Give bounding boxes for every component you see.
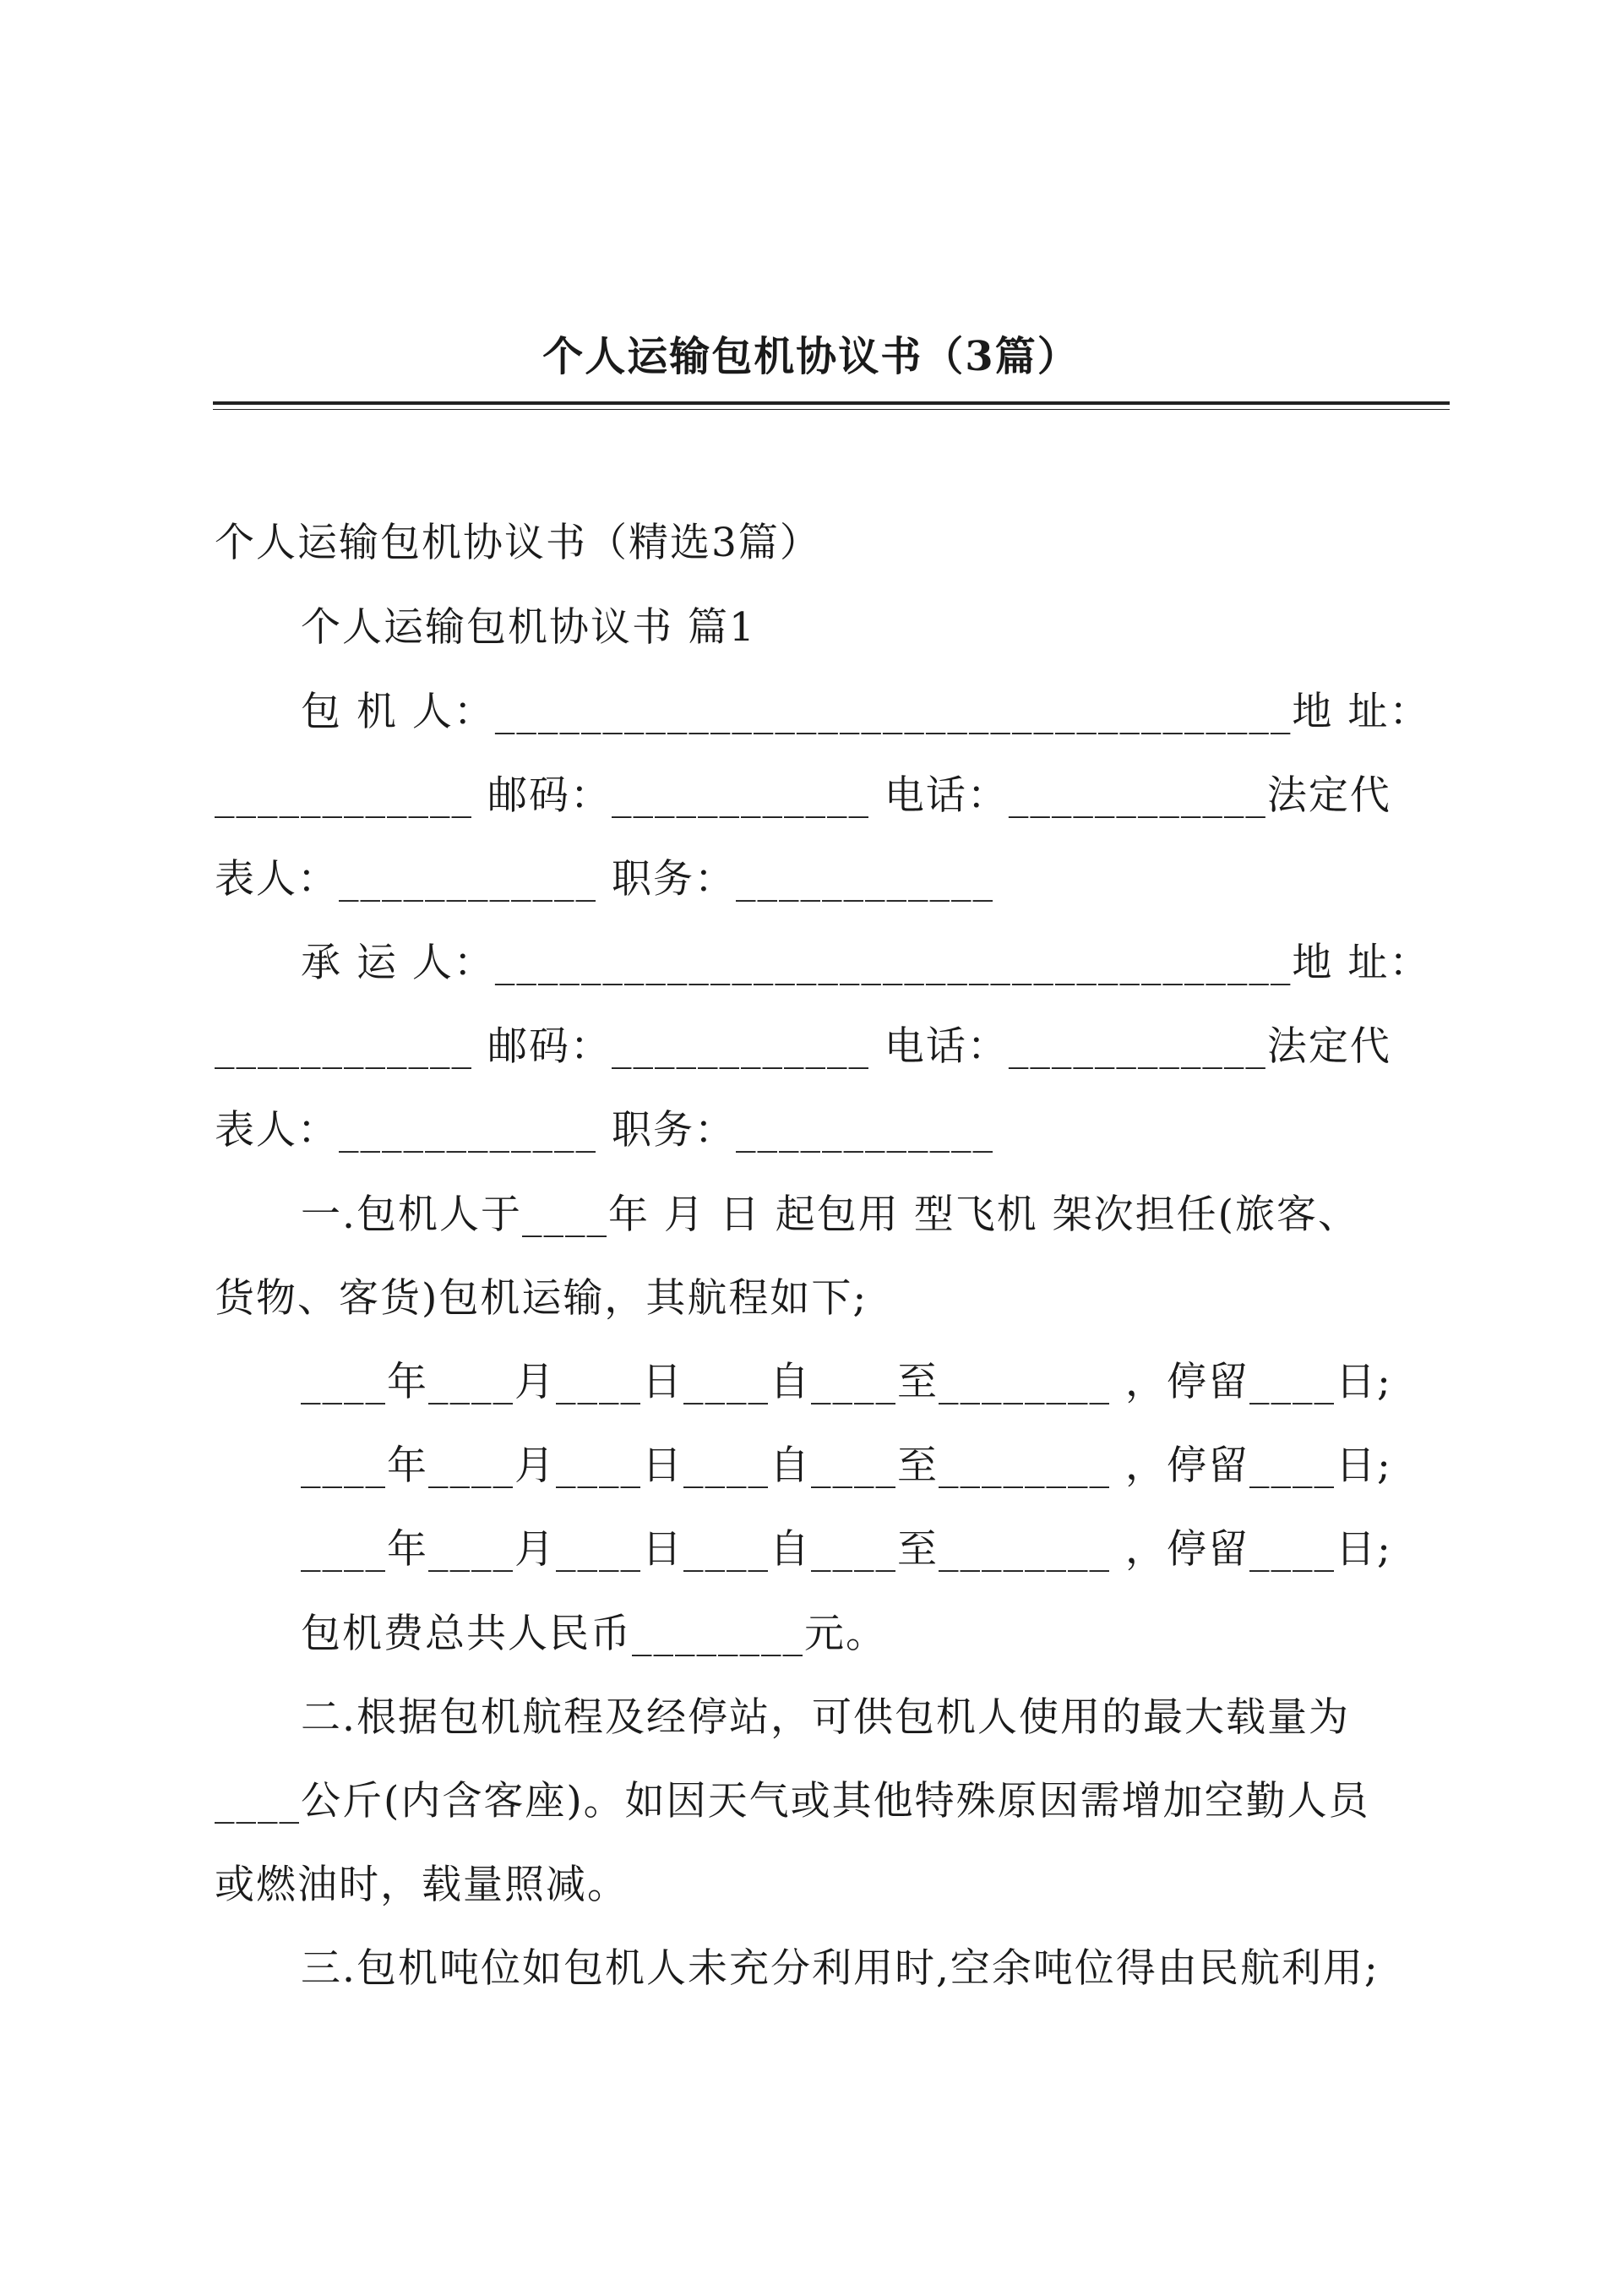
title-rule-thin (213, 409, 1450, 410)
itinerary-line: ____年____月____日____自____至________ ，停留____日; (301, 1526, 1392, 1573)
clause-3-line: 三.包机吨位如包机人未充分利用时,空余吨位得由民航利用; (301, 1945, 1380, 1992)
carrier-contact-line: ____________ 邮码：____________ 电话：____________法定代 (215, 1023, 1391, 1070)
title-rule-thick (213, 401, 1450, 405)
charterer-contact-line: ____________ 邮码：____________ 电话：____________法定代 (215, 772, 1391, 819)
clause-1-continuation: 货物、客货)包机运输，其航程如下; (215, 1275, 868, 1322)
itinerary-line: ____年____月____日____自____至________ ，停留____日; (301, 1442, 1392, 1489)
carrier-line: 承 运 人：_____________________________________地 址： (301, 940, 1431, 986)
charterer-rep-line: 表人：____________ 职务：____________ (215, 856, 994, 903)
clause-2-line: 二.根据包机航程及经停站，可供包机人使用的最大载量为 (301, 1694, 1350, 1741)
charterer-line: 包 机 人：_____________________________________地 址： (301, 689, 1431, 735)
carrier-rep-line: 表人：____________ 职务：____________ (215, 1107, 994, 1153)
section-heading: 个人运输包机协议书 篇1 (301, 604, 756, 651)
clause-2-continuation: 或燃油时，载量照减。 (215, 1862, 629, 1908)
subtitle-line: 个人运输包机协议书（精选3篇） (215, 520, 821, 566)
clause-2-continuation: ____公斤(内含客座)。如因天气或其他特殊原因需增加空勤人员 (215, 1778, 1370, 1824)
charter-fee-line: 包机费总共人民币________元。 (301, 1611, 887, 1657)
clause-1-line: 一.包机人于____年 月 日 起包用 型飞机 架次担任(旅客、 (301, 1192, 1359, 1238)
document-title: 个人运输包机协议书（3篇） (542, 333, 1080, 380)
itinerary-line: ____年____月____日____自____至________ ，停留____日; (301, 1359, 1392, 1405)
